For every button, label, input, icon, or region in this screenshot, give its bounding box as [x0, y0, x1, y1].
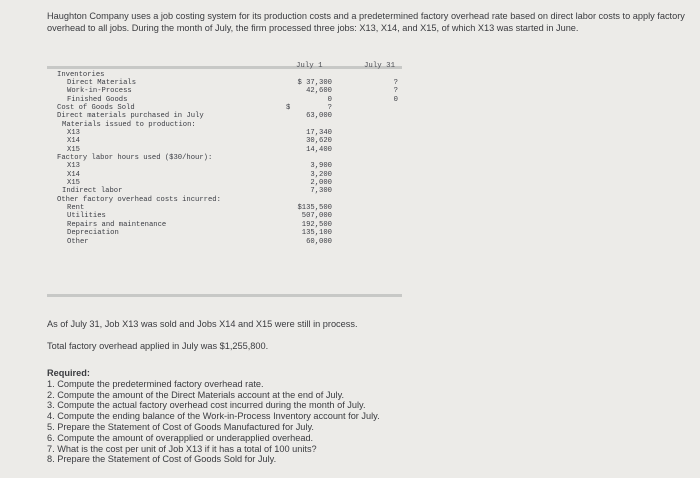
problem-intro: Haughton Company uses a job costing system for its production costs and a predetermined factory overhead rate based on direct labor costs to apply factory overhead to all jobs. During the month of July, the firm processed three jobs: X13, X14, and X15, of which X13 was started in June.: [47, 11, 685, 33]
row-label: X15: [67, 179, 80, 188]
row-label: Other factory overhead costs incurred:: [57, 195, 221, 204]
row-july1-value: 3,900: [310, 162, 332, 171]
required-item: 6. Compute the amount of overapplied or underapplied overhead.: [47, 432, 314, 443]
row-july1-value: 63,000: [306, 112, 332, 121]
table-bottom-rule: [47, 294, 402, 297]
table-row: [57, 171, 402, 179]
required-item: 7. What is the cost per unit of Job X13 if it has a total of 100 units?: [47, 443, 317, 454]
required-section: [47, 368, 693, 465]
table-row: [57, 221, 402, 229]
row-label: X14: [67, 170, 80, 179]
row-july1-value: 507,000: [301, 212, 332, 221]
row-july1-value: 0: [327, 95, 332, 104]
table-row: [57, 187, 402, 195]
row-label: Depreciation: [67, 229, 119, 238]
required-title: Required:: [47, 368, 90, 378]
row-july1-value: 7,300: [310, 187, 332, 196]
row-july1-value: 30,620: [306, 137, 332, 146]
required-item: 2. Compute the amount of the Direct Materials account at the end of July.: [47, 389, 345, 400]
row-label: Work-in-Process: [67, 87, 132, 96]
table-row: [57, 162, 402, 170]
table-row: [57, 121, 402, 129]
row-july1-value: 17,340: [306, 128, 332, 137]
row-july1-value: ?: [327, 103, 332, 112]
row-july1-value: 135,100: [301, 229, 332, 238]
data-table: [57, 58, 402, 301]
table-row: [57, 238, 402, 246]
table-row: [57, 129, 402, 137]
row-label: Utilities: [67, 212, 106, 221]
row-label: Direct materials purchased in July: [57, 112, 204, 121]
required-item: 3. Compute the actual factory overhead cost incurred during the month of July.: [47, 400, 366, 411]
row-label: Finished Goods: [67, 95, 128, 104]
row-label: Indirect labor: [62, 187, 123, 196]
required-item: 1. Compute the predetermined factory overhead rate.: [47, 378, 264, 389]
required-item: 5. Prepare the Statement of Cost of Goods Manufactured for July.: [47, 421, 314, 432]
table-row: [57, 229, 402, 237]
note-overhead-applied: Total factory overhead applied in July was $1,255,800.: [47, 341, 269, 351]
table-row: [57, 96, 402, 104]
table-row: [57, 196, 402, 204]
row-july1-value: 42,600: [306, 87, 332, 96]
table-row: [57, 137, 402, 145]
row-july31-value: ?: [393, 78, 398, 87]
row-july1-value: 14,400: [306, 145, 332, 154]
required-item: 4. Compute the ending balance of the Work-in-Process Inventory account for July.: [47, 411, 380, 422]
table-row: [57, 212, 402, 220]
required-list: [47, 379, 693, 465]
row-label: X13: [67, 162, 80, 171]
table-row: [57, 204, 402, 212]
row-label: Materials issued to production:: [62, 120, 196, 129]
row-label: X14: [67, 137, 80, 146]
table-row: [57, 71, 402, 79]
required-item: 8. Prepare the Statement of Cost of Goods Sold for July.: [47, 454, 277, 465]
row-july1-currency: $: [286, 103, 291, 112]
row-label: Cost of Goods Sold: [57, 103, 135, 112]
table-row: [57, 154, 402, 162]
row-july1-value: 60,000: [306, 237, 332, 246]
row-july31-value: ?: [393, 87, 398, 96]
row-label: Repairs and maintenance: [67, 220, 167, 229]
row-label: Rent: [67, 204, 85, 213]
table-row: [57, 79, 402, 87]
row-july31-value: 0: [393, 95, 398, 104]
table-row: [57, 112, 402, 120]
column-header-july-31: July 31: [364, 62, 396, 70]
row-label: Direct Materials: [67, 78, 137, 87]
table-row: [57, 87, 402, 95]
row-july1-value: 192,500: [301, 220, 332, 229]
row-july1-value: 3,200: [310, 170, 332, 179]
table-row: [57, 146, 402, 154]
row-label: Factory labor hours used ($30/hour):: [57, 154, 213, 162]
row-label: X15: [67, 145, 80, 154]
row-july1-value: $ 37,300: [297, 78, 332, 87]
row-label: X13: [67, 128, 80, 137]
row-july1-value: 2,000: [310, 179, 332, 188]
table-row: [57, 179, 402, 187]
note-job-status: As of July 31, Job X13 was sold and Jobs X14 and X15 were still in process.: [47, 319, 358, 329]
row-label: Other: [67, 237, 89, 246]
table-row: [57, 104, 402, 112]
row-july1-value: $135,500: [297, 204, 332, 213]
row-label: Inventories: [57, 70, 105, 79]
column-header-july-1: July 1: [296, 62, 323, 70]
